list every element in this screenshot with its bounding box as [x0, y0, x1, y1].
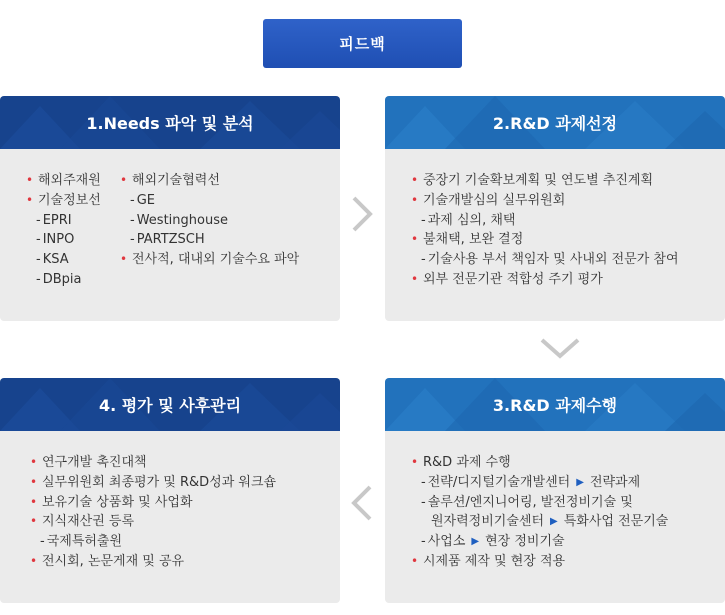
list-item: • 중장기 기술확보계획 및 연도별 추진계획: [411, 171, 679, 191]
sub-item: - GE: [130, 192, 155, 208]
card-execute-title: 3.R&D 과제수행: [492, 396, 618, 415]
bullet-icon: •: [411, 173, 419, 187]
list-item: • 불채택, 보완 결정: [411, 230, 679, 250]
sub-item: - INPO: [36, 232, 75, 248]
bullet-icon: •: [30, 455, 38, 469]
sub-item: - EPRI: [36, 212, 72, 228]
card-select-header: [385, 96, 725, 149]
bullet-icon: •: [120, 173, 128, 187]
list-item: • 외부 전문기관 적합성 주기 평가: [411, 270, 679, 290]
bullet-icon: •: [26, 173, 34, 187]
triangle-right-icon: ▶: [471, 536, 480, 548]
feedback-box: [263, 19, 462, 68]
needs-col-2: [120, 171, 299, 270]
bullet-icon: •: [120, 252, 128, 267]
triangle-right-icon: ▶: [576, 476, 584, 488]
bullet-icon: •: [411, 271, 419, 286]
list-item: • 지식재산권 등록: [30, 512, 276, 532]
sub-item: - 사업소 ▶ 현장 정비기술: [411, 532, 668, 552]
list-item: • R&D 과제 수행: [411, 453, 668, 473]
bullet-icon: •: [30, 474, 38, 489]
sub-item: - 국제특허출원: [40, 534, 123, 550]
needs-col-1: [26, 171, 101, 290]
bullet-icon: •: [30, 514, 38, 529]
evaluate-list: [30, 453, 276, 572]
sub-item: - KSA: [36, 252, 69, 268]
card-rd-execution: [385, 378, 725, 603]
list-item: • 시제품 제작 및 현장 적용: [411, 552, 668, 572]
card-needs-analysis: [0, 96, 340, 321]
bullet-icon: •: [411, 192, 419, 207]
card-needs-title: 1.Needs 파악 및 분석: [86, 114, 254, 133]
sub-item: - 솔루션/엔지니어링, 발전정비기술 및: [421, 494, 633, 510]
list-item: • 전사적, 대내외 기술수요 파악: [120, 250, 299, 270]
card-needs-header: [0, 96, 340, 149]
sub-item: - DBpia: [36, 271, 82, 287]
list-item: • 전시회, 논문게재 및 공유: [30, 552, 276, 572]
sub-item: 원자력정비기술센터 ▶ 특화사업 전문기술: [411, 512, 668, 532]
list-item: • 기술개발심의 실무위원회: [411, 191, 679, 211]
list-item: • 해외주재원: [26, 171, 101, 191]
sub-item: - 기술사용 부서 책임자 및 사내외 전문가 참여: [421, 252, 679, 268]
card-select-title: 2.R&D 과제선정: [492, 114, 618, 133]
card-evaluate-title: 4. 평가 및 사후관리: [98, 396, 242, 415]
sub-item: - 과제 심의, 채택: [421, 212, 516, 228]
list-item: • 보유기술 상품화 및 사업화: [30, 493, 276, 513]
bullet-icon: •: [26, 192, 34, 207]
bullet-icon: •: [30, 553, 38, 568]
bullet-icon: •: [411, 455, 419, 469]
bullet-icon: •: [30, 494, 38, 509]
list-item: • 실무위원회 최종평가 및 R&D성과 워크숍: [30, 473, 276, 493]
card-evaluation: [0, 378, 340, 603]
chevron-right-icon: [350, 194, 374, 234]
select-list: [411, 171, 679, 290]
triangle-right-icon: ▶: [550, 516, 558, 528]
list-item: • 해외기술협력선: [120, 171, 299, 191]
list-item: • 기술정보선: [26, 191, 101, 211]
chevron-left-icon: [350, 483, 374, 523]
sub-item: - Westinghouse: [130, 212, 228, 228]
bullet-icon: •: [411, 232, 419, 247]
sub-item: - 전략/디지털기술개발센터 ▶ 전략과제: [411, 473, 668, 493]
sub-item: - PARTZSCH: [130, 232, 205, 248]
card-evaluate-header: [0, 378, 340, 431]
execute-list: [411, 453, 668, 572]
bullet-icon: •: [411, 553, 419, 568]
card-execute-header: [385, 378, 725, 431]
chevron-down-icon: [538, 336, 582, 360]
list-item: • 연구개발 촉진대책: [30, 453, 276, 473]
feedback-label: 피드백: [339, 35, 386, 53]
card-rd-selection: [385, 96, 725, 321]
